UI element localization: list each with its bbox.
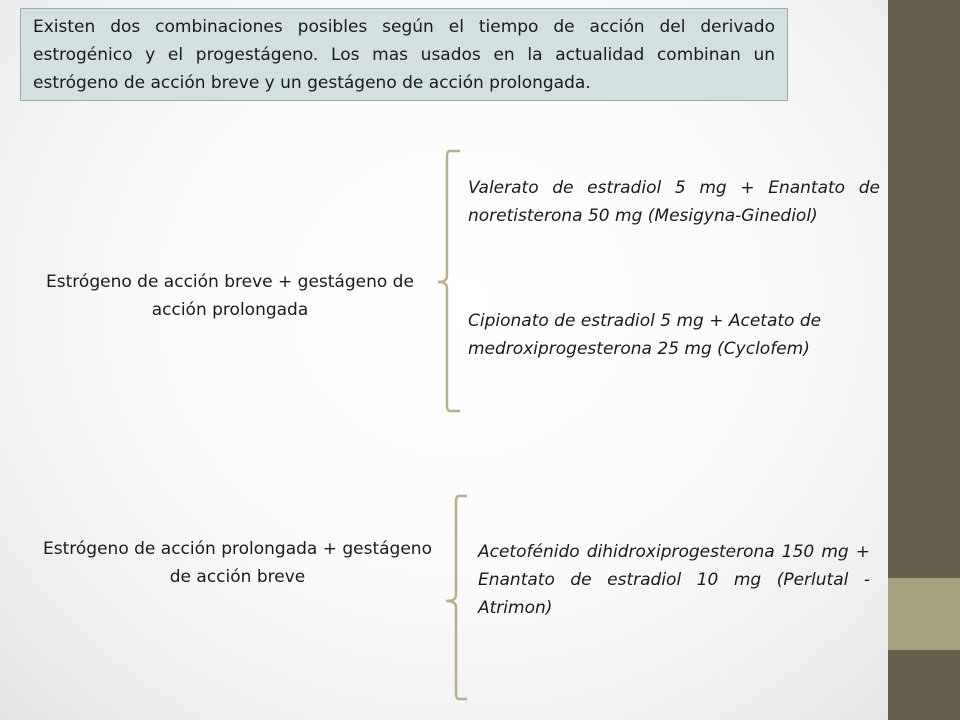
sidebar-band-top	[888, 0, 960, 578]
sidebar-band-bottom	[888, 650, 960, 720]
intro-text: Existen dos combinaciones posibles según el tiempo de acción del derivado estrogénico y el progestágeno. Los mas usados en la actualidad combinan un estrógeno de acción breve y un gestágeno de acción prolongada.	[33, 16, 775, 93]
group-1-option-1: Valerato de estradiol 5 mg + Enantato de noretisterona 50 mg (Mesigyna-Ginediol)	[468, 178, 880, 226]
group-2-option-1: Acetofénido dihidroxiprogesterona 150 mg + Enantato de estradiol 10 mg (Perlutal - Atrimon)	[478, 542, 870, 618]
group-1-label: Estrógeno de acción breve + gestágeno de acción prolongada	[46, 272, 414, 320]
group-2-label: Estrógeno de acción prolongada + gestágeno de acción breve	[43, 539, 432, 587]
group-2-brace-path	[446, 496, 467, 699]
sidebar-band-accent	[888, 578, 960, 650]
group-1-option-2: Cipionato de estradiol 5 mg + Acetato de medroxiprogesterona 25 mg (Cyclofem)	[468, 311, 822, 359]
sidebar-decoration	[888, 0, 960, 720]
